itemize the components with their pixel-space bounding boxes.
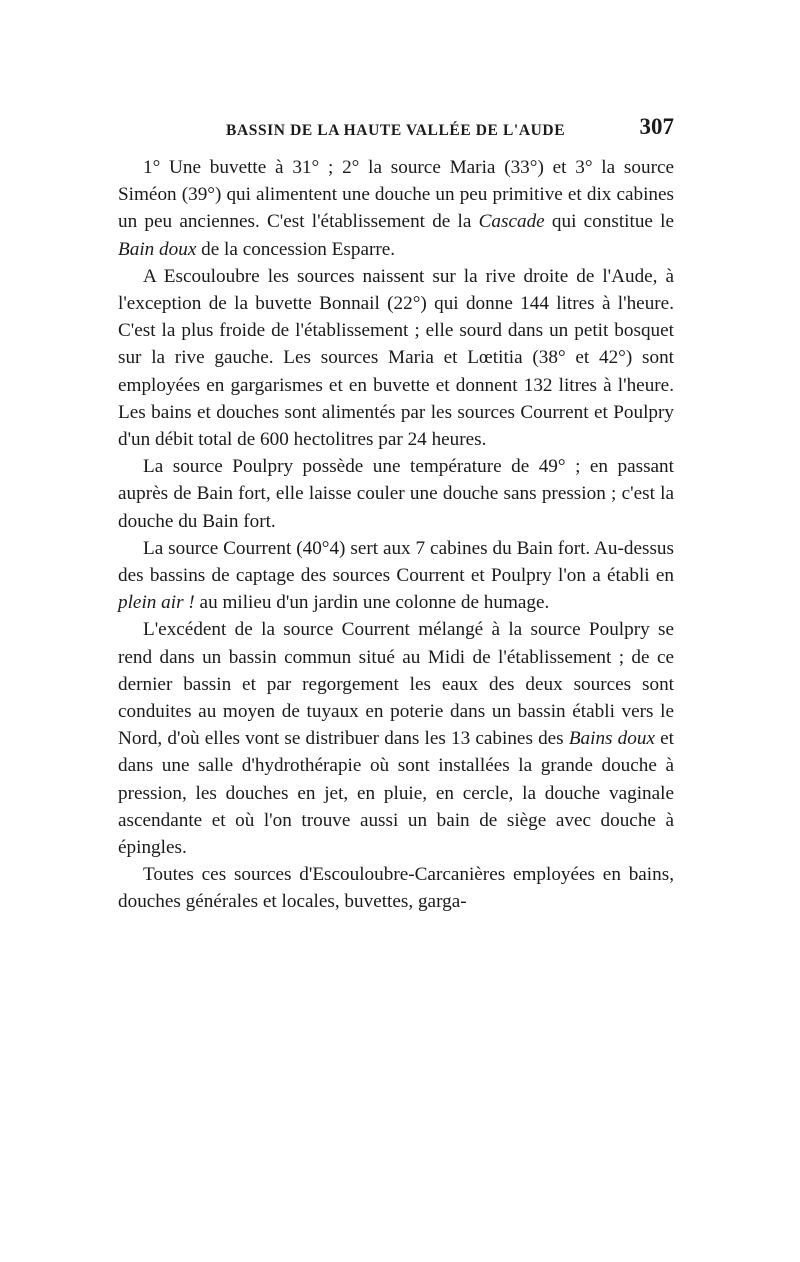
italic-plein-air: plein air ! — [118, 592, 195, 614]
paragraph-4-part-2: au milieu d'un jardin une colonne de humage. — [194, 592, 550, 614]
paragraph-2: A Escouloubre les sources naissent sur la rive droite de l'Aude, à l'exception de la buvette Bonnail (22°) qui donne 144 litres à l'heure. C'est la plus froide de l'établissement ; elle sourd dans un petit bosquet sur la rive gauche. Les sources Maria et Lœtitia (38° et 42°) sont employées en gargarismes et en buvette et donnent 132 litres à l'heure. Les bains et douches sont alimentés par les sources Courrent et Poulpry d'un débit total de 600 hectolitres par 24 heures. — [118, 265, 674, 451]
italic-bain-doux: Bain doux — [118, 238, 197, 260]
page-number: 307 — [639, 114, 674, 139]
paragraph-5-part-2: et dans une salle d'hydrothérapie où sont installées la grande douche à pression, les douches en jet, en pluie, en cercle, la douche vaginale ascendante et où l'on trouve aussi un bain de siège avec douche à épingles. — [118, 728, 674, 859]
paragraph-4-part-1: La source Courrent (40°4) sert aux 7 cabines du Bain fort. Au-dessus des bassins de captage des sources Courrent et Poulpry l'on a établi en — [118, 537, 674, 587]
paragraph-3: La source Poulpry possède une température de 49° ; en passant auprès de Bain fort, elle laisse couler une douche sans pression ; c'est la douche du Bain fort. — [118, 456, 674, 532]
paragraph-4 — [118, 535, 674, 617]
paragraph-1 — [118, 154, 674, 263]
paragraph-5-part-1: L'excédent de la source Courrent mélangé à la source Poulpry se rend dans un bassin commun situé au Midi de l'établissement ; de ce dernier bassin et par regorgement les eaux des deux sources sont conduites au moyen de tuyaux en poterie dans un bassin établi vers le Nord, d'où elles vont se distribuer dans les 13 cabines des — [118, 619, 674, 750]
paragraph-1-part-3: de la concession Esparre. — [196, 238, 396, 260]
italic-bains-doux: Bains doux — [568, 728, 655, 750]
paragraph-6: Toutes ces sources d'Escouloubre-Carcanières employées en bains, douches générales et locales, buvettes, garga- — [118, 864, 674, 913]
book-page — [118, 110, 674, 916]
paragraph-1-part-2: qui constitue le — [544, 211, 674, 233]
body-text — [118, 154, 674, 916]
running-head: BASSIN DE LA HAUTE VALLÉE DE L'AUDE — [226, 122, 566, 139]
paragraph-1-part-1: 1° Une buvette à 31° ; 2° la source Maria (33°) et 3° la source Siméon (39°) qui alimentent une douche un peu primitive et dix cabines un peu anciennes. C'est l'établissement de la — [118, 157, 674, 233]
italic-cascade: Cascade — [478, 211, 545, 233]
paragraph-5 — [118, 616, 674, 861]
page-header — [118, 110, 674, 150]
